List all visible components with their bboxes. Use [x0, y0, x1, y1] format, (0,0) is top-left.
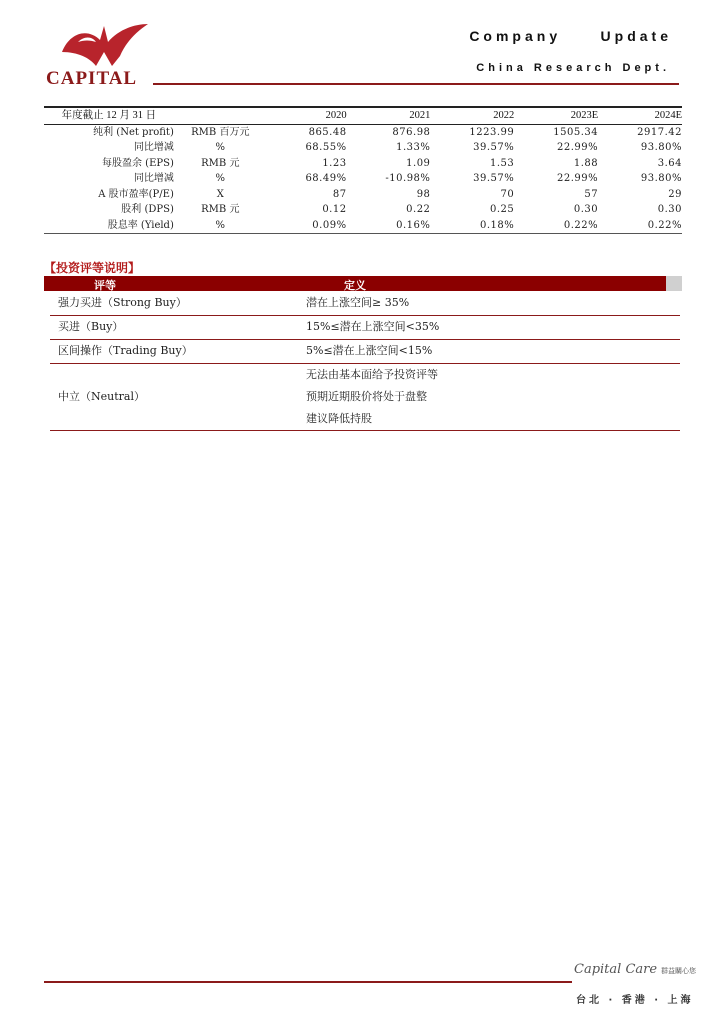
rating-name: 区间操作（Trading Buy） [58, 344, 193, 357]
cell-value: 0.22% [563, 219, 599, 231]
definition-line: 建议降低持股 [306, 412, 372, 425]
rating-row [50, 364, 680, 431]
table-header-row [44, 107, 682, 124]
rating-name: 中立（Neutral） [58, 390, 145, 403]
row-unit: % [215, 173, 226, 184]
cell-value: 0.09% [312, 219, 347, 231]
cell-value: 1.23 [322, 157, 347, 169]
table-row [44, 218, 682, 234]
cell-value: 876.98 [392, 126, 431, 138]
row-unit: RMB 元 [201, 204, 240, 215]
column-header-year: 2021 [409, 110, 431, 121]
capital-logo [44, 22, 156, 88]
department-subtitle: China Research Dept. [476, 62, 670, 74]
column-header-year: 2020 [325, 110, 347, 121]
cell-value: 0.30 [657, 204, 682, 215]
rating-row [50, 340, 680, 364]
cell-value: 68.55% [305, 142, 347, 153]
row-unit: X [216, 188, 224, 200]
definition-column-header: 定义 [344, 279, 366, 292]
cell-value: 1505.34 [553, 126, 599, 138]
rating-table [50, 292, 680, 431]
cell-value: 39.57% [473, 173, 515, 184]
row-unit: % [215, 142, 226, 153]
table-row [44, 187, 682, 203]
footer-cities: 台北 · 香港 · 上海 [576, 995, 694, 1006]
rating-row [50, 292, 680, 316]
cell-value: -10.98% [385, 173, 431, 184]
cell-value: 1.33% [396, 142, 431, 153]
column-header-label: 年度截止 12 月 31 日 [61, 110, 157, 121]
header-gray-block [666, 276, 682, 291]
eagle-logo-icon [60, 22, 150, 68]
rating-definition [306, 364, 438, 430]
rating-table-header [44, 276, 682, 291]
table-row [44, 140, 682, 156]
row-unit: RMB 百万元 [191, 126, 250, 138]
cell-value: 22.99% [556, 173, 599, 184]
row-unit: RMB 元 [201, 157, 240, 169]
row-label: A 股市盈率(P/E) [98, 188, 174, 200]
report-type-title: Company Update [469, 28, 672, 44]
cell-value: 1223.99 [469, 126, 515, 138]
definition-line: 5%≤潜在上涨空间<15% [306, 344, 433, 357]
column-header-year: 2023E [570, 110, 599, 121]
rating-name: 买进（Buy） [58, 320, 124, 333]
logo-text: CAPITAL [46, 68, 138, 89]
cell-value: 0.22 [406, 204, 431, 215]
rating-definition [306, 292, 409, 314]
footer-brand [574, 962, 696, 977]
cell-value: 1.88 [573, 157, 599, 169]
row-label: 同比增减 [133, 142, 174, 153]
brand-slogan: 群益關心您 [661, 967, 697, 975]
rating-definition [306, 316, 439, 338]
financial-summary-table [44, 106, 682, 234]
column-header-year: 2024E [654, 110, 682, 121]
brand-name: Capital Care [574, 962, 658, 977]
cell-value: 2917.42 [637, 126, 682, 138]
row-label: 每股盈余 (EPS) [101, 157, 174, 169]
rating-name: 强力买进（Strong Buy） [58, 296, 187, 309]
definition-line: 无法由基本面给予投资评等 [306, 368, 438, 381]
table-row [44, 171, 682, 187]
table-row [44, 202, 682, 218]
cell-value: 865.48 [308, 126, 347, 138]
rating-column-header: 评等 [94, 279, 116, 292]
cell-value: 1.53 [490, 157, 515, 169]
cell-value: 87 [332, 188, 347, 200]
cell-value: 70 [500, 188, 515, 200]
cell-value: 3.64 [657, 157, 682, 169]
cell-value: 0.16% [396, 219, 431, 231]
rating-definition [306, 340, 432, 362]
row-label: 纯利 (Net profit) [93, 126, 174, 138]
cell-value: 0.25 [490, 204, 515, 215]
table-row [44, 156, 682, 172]
cell-value: 98 [416, 188, 431, 200]
cell-value: 22.99% [556, 142, 599, 153]
cell-value: 39.57% [473, 142, 515, 153]
row-unit: % [215, 219, 226, 231]
cell-value: 29 [668, 188, 682, 200]
footer-divider [44, 981, 572, 983]
rating-row [50, 316, 680, 340]
cell-value: 93.80% [640, 142, 682, 153]
cell-value: 0.22% [647, 219, 682, 231]
column-header-year: 2022 [493, 110, 515, 121]
cell-value: 0.12 [322, 204, 347, 215]
cell-value: 1.09 [406, 157, 431, 169]
row-label: 股息率 (Yield) [107, 219, 174, 231]
cell-value: 93.80% [640, 173, 682, 184]
definition-line: 预期近期股价将处于盘整 [306, 390, 427, 403]
cell-value: 57 [584, 188, 599, 200]
row-label: 股利 (DPS) [121, 204, 174, 215]
cell-value: 0.18% [479, 219, 515, 231]
cell-value: 0.30 [573, 204, 599, 215]
row-label: 同比增减 [133, 173, 174, 184]
column-header-unit [178, 107, 263, 124]
cell-value: 68.49% [305, 173, 347, 184]
table-row [44, 124, 682, 140]
definition-line: 15%≤潜在上涨空间<35% [306, 320, 440, 333]
rating-section-title: 【投资评等说明】 [44, 261, 141, 275]
definition-line: 潜在上涨空间≥ 35% [306, 296, 410, 309]
header-divider [153, 83, 679, 85]
